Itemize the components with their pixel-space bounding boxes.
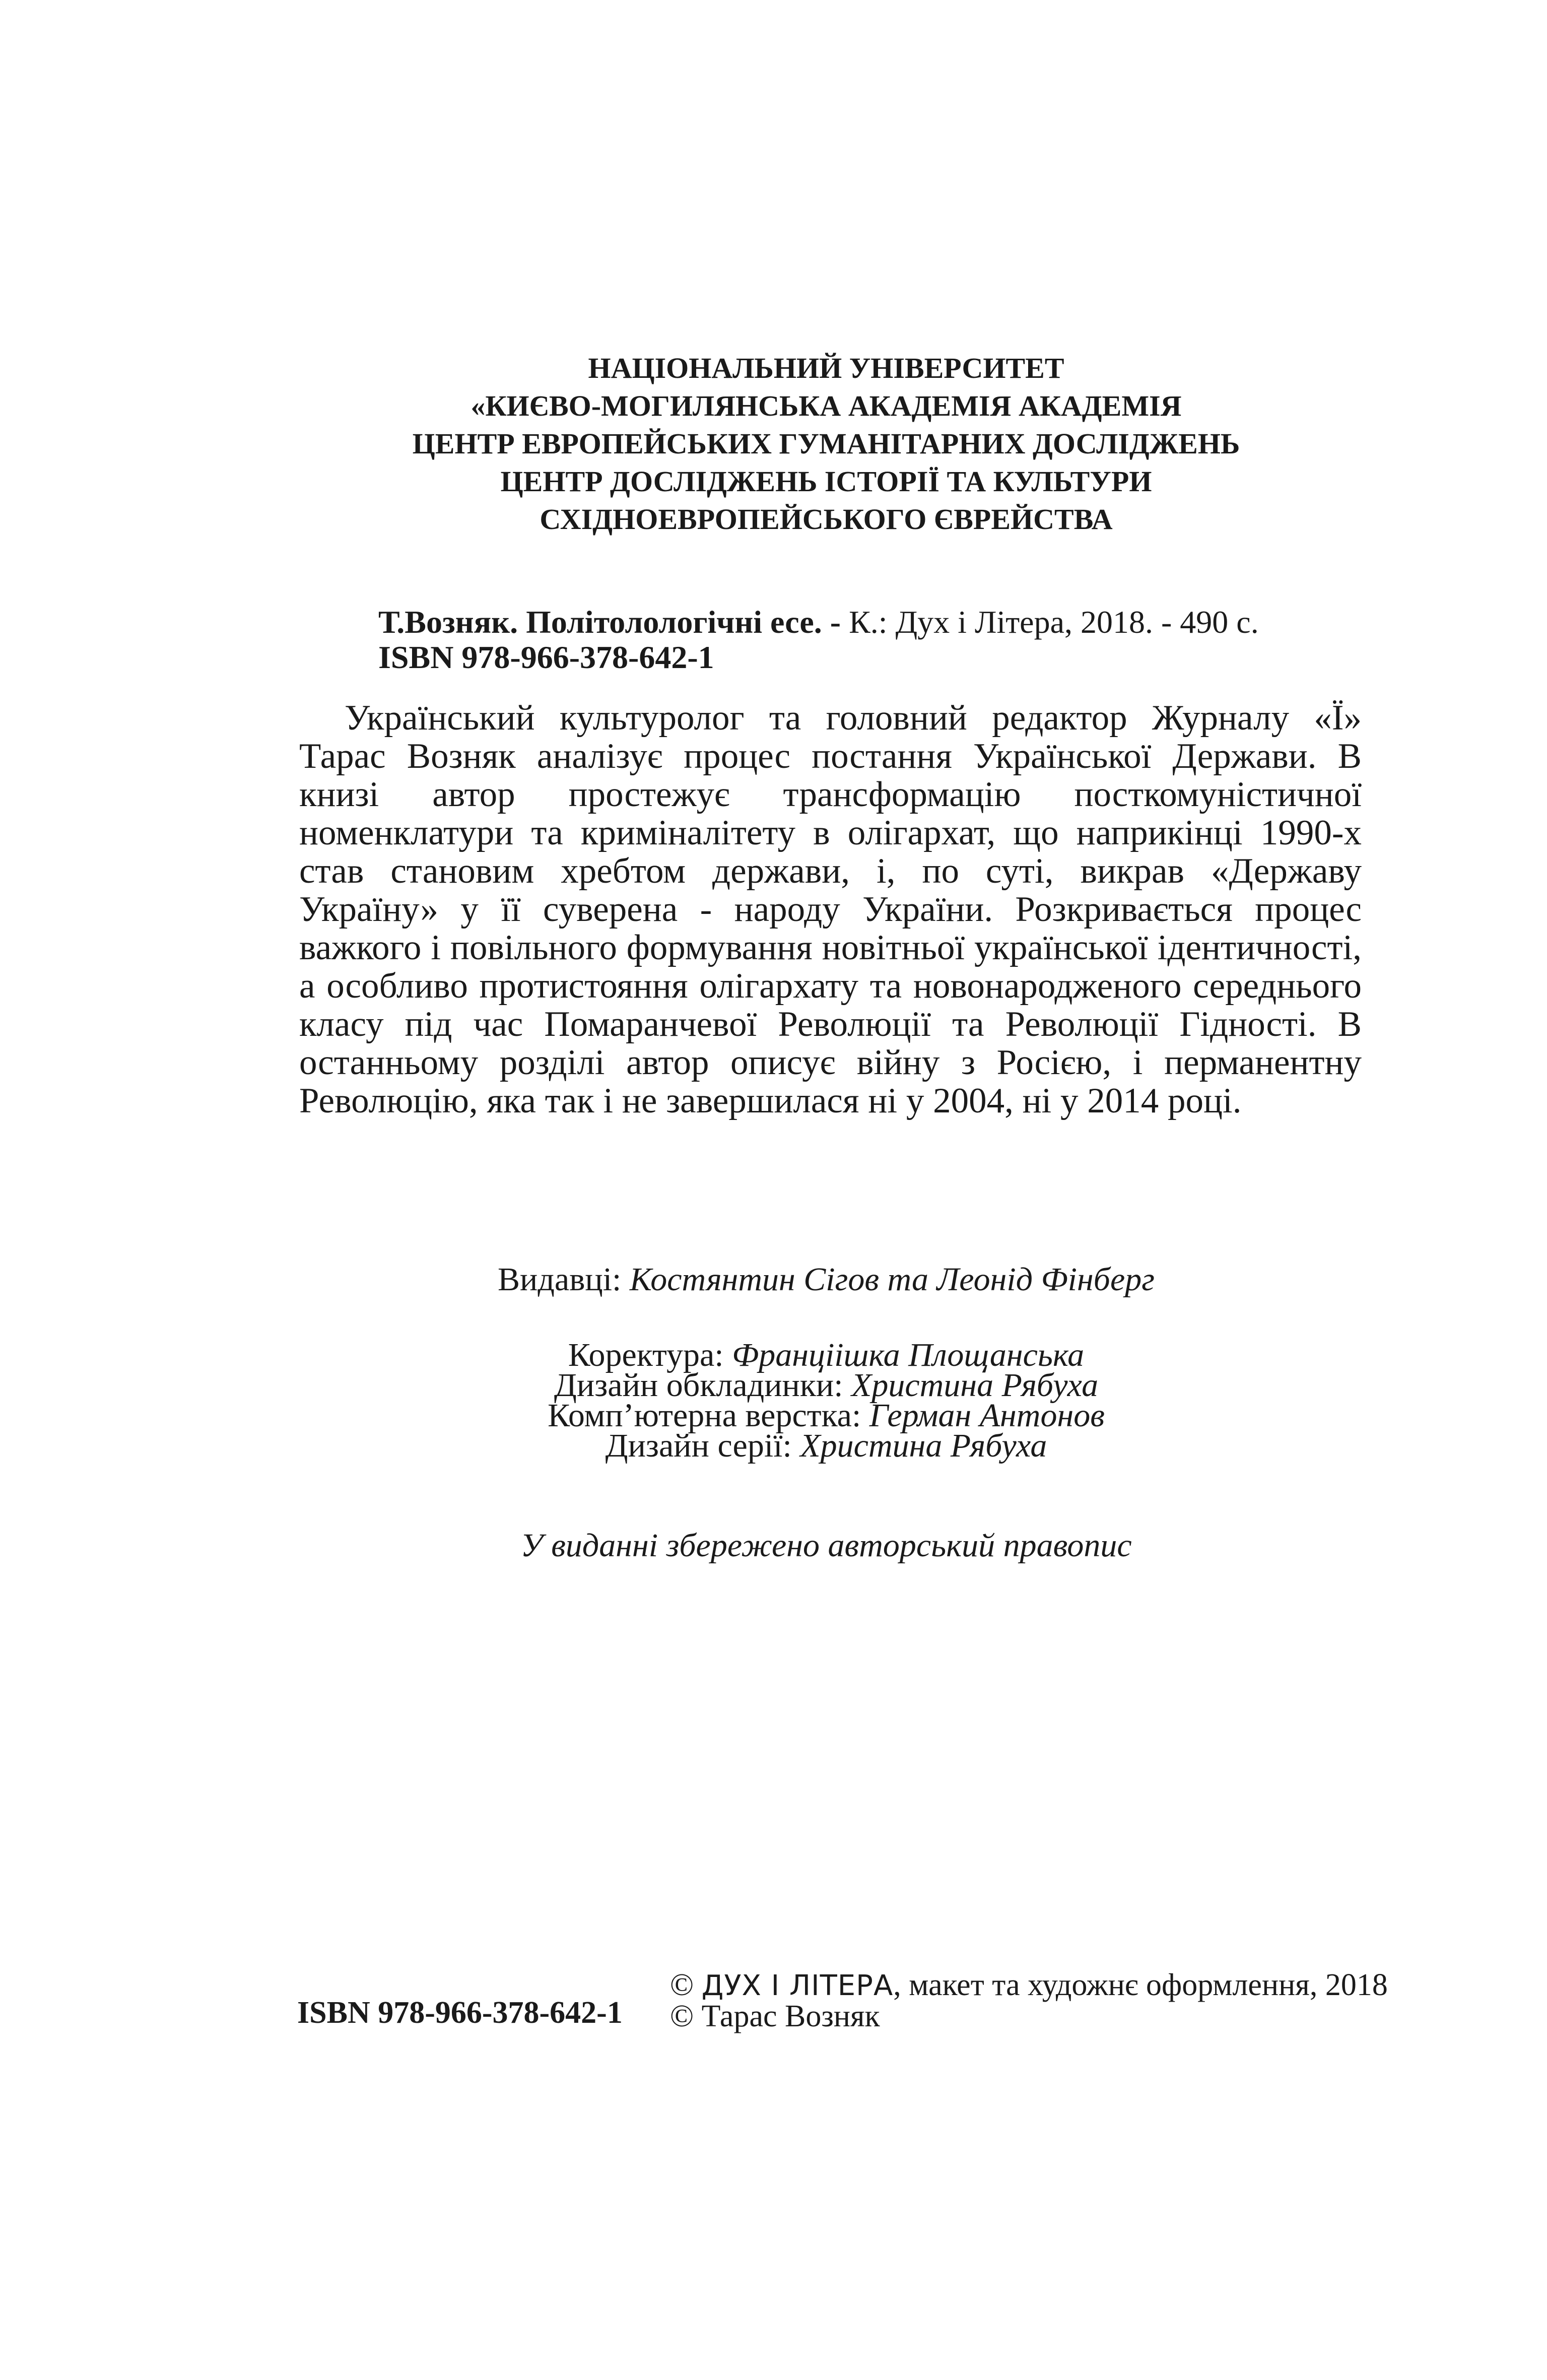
author-copyright: © Тарас Возняк — [670, 1999, 880, 2033]
staff-credits — [302, 1337, 1350, 1464]
layout-name: Герман Антонов — [869, 1397, 1105, 1434]
institution-line: «КИЄВО-МОГИЛЯНСЬКА АКАДЕМІЯ АКАДЕМІЯ — [470, 389, 1182, 422]
layout-label: Комп’ютерна верстка: — [548, 1397, 861, 1434]
proofreading-name: Франціішка Площанська — [732, 1337, 1085, 1373]
institution-line: ЦЕНТР ЕВРОПЕЙСЬКИХ ГУМАНІТАРНИХ ДОСЛІДЖЕНЬ — [412, 427, 1240, 460]
publishers-names: Костянтин Сігов та Леонід Фінберг — [629, 1261, 1155, 1298]
spelling-note: У виданні збережено авторський правопис — [520, 1527, 1132, 1564]
proofreading-label: Коректура: — [568, 1337, 724, 1373]
author-title: Т.Возняк. Політолологічні есе. - — [378, 604, 841, 640]
institution-line: СХІДНОЕВРОПЕЙСЬКОГО ЄВРЕЙСТВА — [540, 503, 1113, 536]
publishers-label: Видавці: — [498, 1261, 622, 1298]
abstract-text: Український культуролог та головний редактор Журналу «Ї» Тарас Возняк аналізує процес постання Української Держави. В книзі автор простежує трансформацію посткомуністичної номенклатури та криміналітету в олігархат, що наприкінці 1990-х став становим хребтом держави, і, по суті, викрав «Державу Україну» у її суверена - народу України. Розкривається процес важкого і повільного формування новітньої української ідентичності, а особливо протистояння олігархату та новонародженого середнього класу під час Помаранчевої Революції та Революції Гідності. В останньому розділі автор описує війну з Росією, і перманентну Революцію, яка так і не завершилася ні у 2004, ні у 2014 році. — [299, 698, 1362, 1120]
institution-line: ЦЕНТР ДОСЛІДЖЕНЬ ІСТОРІЇ ТА КУЛЬТУРИ — [500, 465, 1152, 498]
cover-design-name: Христина Рябуха — [851, 1367, 1099, 1404]
publisher-brand: ДУХ І ЛІТЕРА — [701, 1969, 894, 2002]
copyright-block — [670, 1970, 1388, 2031]
publisher-copyright — [670, 1970, 1388, 2001]
series-design-name: Христина Рябуха — [800, 1427, 1047, 1464]
isbn-line: ISBN 978-966-378-642-1 — [378, 639, 714, 675]
institution-line: НАЦІОНАЛЬНИЙ УНІВЕРСИТЕТ — [588, 352, 1064, 384]
footer-isbn: ISBN 978-966-378-642-1 — [297, 1996, 623, 2030]
bibliographic-record — [378, 605, 1259, 675]
series-design-label: Дизайн серії: — [605, 1427, 792, 1464]
publishers-credit — [302, 1261, 1350, 1298]
institution-heading — [302, 349, 1350, 538]
cover-design-label: Дизайн обкладинки: — [554, 1367, 843, 1404]
abstract — [299, 699, 1362, 1120]
bibliographic-line — [378, 605, 1259, 640]
imprint: К.: Дух і Літера, 2018. - 490 с. — [841, 604, 1259, 640]
publisher-rights: , макет та художнє оформлення, 2018 — [893, 1968, 1388, 2002]
copyright-symbol: © — [670, 1968, 694, 2002]
